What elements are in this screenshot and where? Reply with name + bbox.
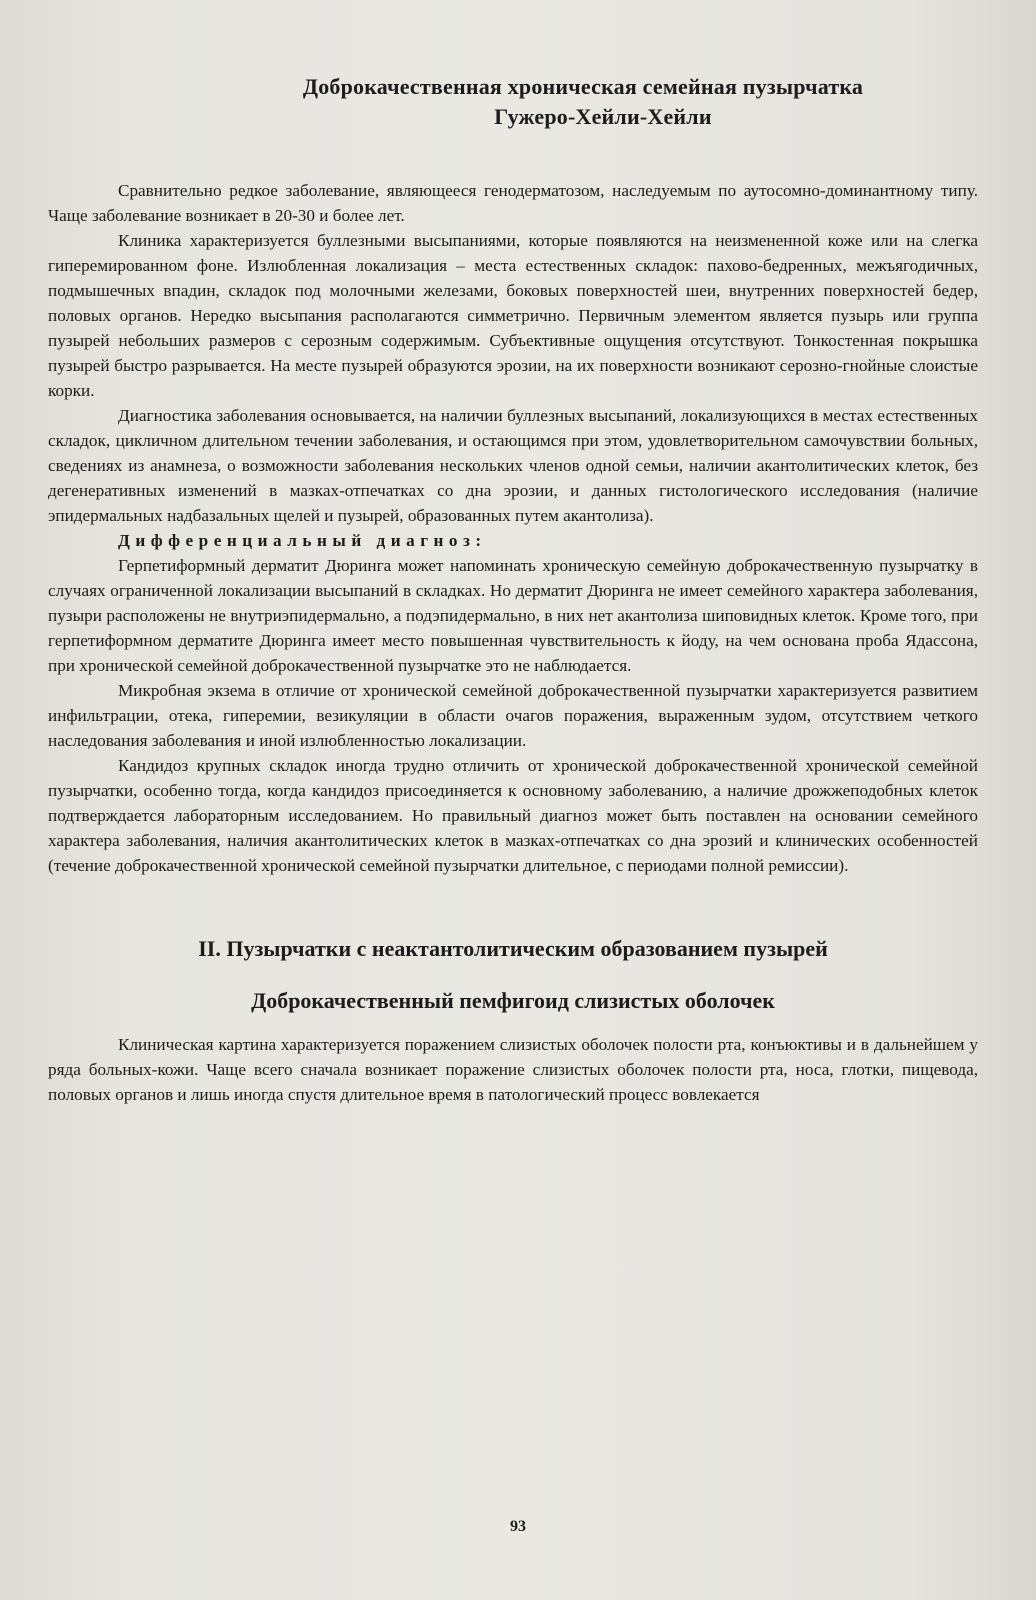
paragraph-candidiasis: Кандидоз крупных складок иногда трудно отличить от хронической доброкачественной хронической семейной пузырчатки, особенно тогда, когда кандидоз присоединяется к основному заболеванию, а наличие дрожжеподобных клеток подтверждается лабораторным исследованием. Но правильный диагноз может быть поставлен на основании семейного характера заболевания, наличия акантолитических клеток в мазках-отпечатках со дна эрозий и клинических особенностей (течение доброкачественной хронической семейной пузырчатки длительное, с периодами полной ремиссии). (48, 756, 978, 875)
paragraph-microbial-eczema: Микробная экзема в отличие от хронической семейной доброкачественной пузырчатки характеризуется развитием инфильтрации, отека, гиперемии, везикуляции в области очагов поражения, выраженным зудом, отсутствием четкого наследования заболевания и иной излюбленностью локализации. (48, 681, 978, 750)
section-title: II. Пузырчатки с неактантолитическим образованием пузырей (198, 936, 828, 961)
paragraph-intro: Сравнительно редкое заболевание, являющееся генодерматозом, наследуемым по аутосомно-доминантному типу. Чаще заболевание возникает в 20-30 и более лет. (48, 181, 978, 225)
subsection-title: Доброкачественный пемфигоид слизистых оболочек (251, 988, 775, 1013)
chapter-title-line-2: Гужеро-Хейли-Хейли (494, 104, 712, 129)
paragraph-clinic: Клиника характеризуется буллезными высыпаниями, которые появляются на неизмененной коже или на слегка гиперемированном фоне. Излюбленная локализация – места естественных складок: пахово-бедренных, межъягодичных, подмышечных впадин, складок под молочными железами, боковых поверхностей шеи, внутренних поверхностей бедер, половых органов. Нередко высыпания располагаются симметрично. Первичным элементом является пузырь или группа пузырей небольших размеров с серозным содержимым. Субъективные ощущения отсутствуют. Тонкостенная покрышка пузырей быстро разрывается. На месте пузырей образуются эрозии, на их поверхности возникают серозно-гнойные слоистые корки. (48, 231, 978, 400)
page-number: 93 (510, 1518, 526, 1535)
chapter-title (48, 72, 978, 132)
section-body-text (48, 1032, 978, 1107)
chapter-title-line-1: Доброкачественная хроническая семейная пузырчатка (302, 74, 864, 99)
differential-diagnosis-heading: Дифференциальный диагноз: (118, 531, 487, 550)
page-content (48, 72, 978, 1107)
paragraph-pemphigoid: Клиническая картина характеризуется поражением слизистых оболочек полости рта, конъюктивы и в дальнейшем у ряда больных-кожи. Чаще всего сначала возникает поражение слизистых оболочек полости рта, носа, глотки, пищевода, половых органов и лишь иногда спустя длительное время в патологический процесс вовлекается (48, 1035, 978, 1104)
paragraph-duhring: Герпетиформный дерматит Дюринга может напоминать хроническую семейную доброкачественную пузырчатку в случаях ограниченной локализации высыпаний в складках. Но дерматит Дюринга не имеет семейного характера заболевания, пузыри расположены не внутриэпидермально, а подэпидермально, в них нет акантолиза шиповидных клеток. Кроме того, при герпетиформном дерматите Дюринга имеет место повышенная чувствительность к йоду, на чем основана проба Ядассона, при хронической семейной доброкачественной пузырчатке это не наблюдается. (48, 556, 978, 675)
paragraph-diagnostics: Диагностика заболевания основывается, на наличии буллезных высыпаний, локализующихся в местах естественных складок, цикличном длительном течении заболевания, и остающимся при этом, удовлетворительном самочувствии больных, сведениях из анамнеза, о возможности заболевания нескольких членов одной семьи, наличии акантолитических клеток, без дегенеративных изменений в мазках-отпечатках со дна эрозии, и данных гистологического исследования (наличие эпидермальных надбазальных щелей и пузырей, образованных путем акантолиза). (48, 406, 978, 525)
body-text (48, 178, 978, 878)
